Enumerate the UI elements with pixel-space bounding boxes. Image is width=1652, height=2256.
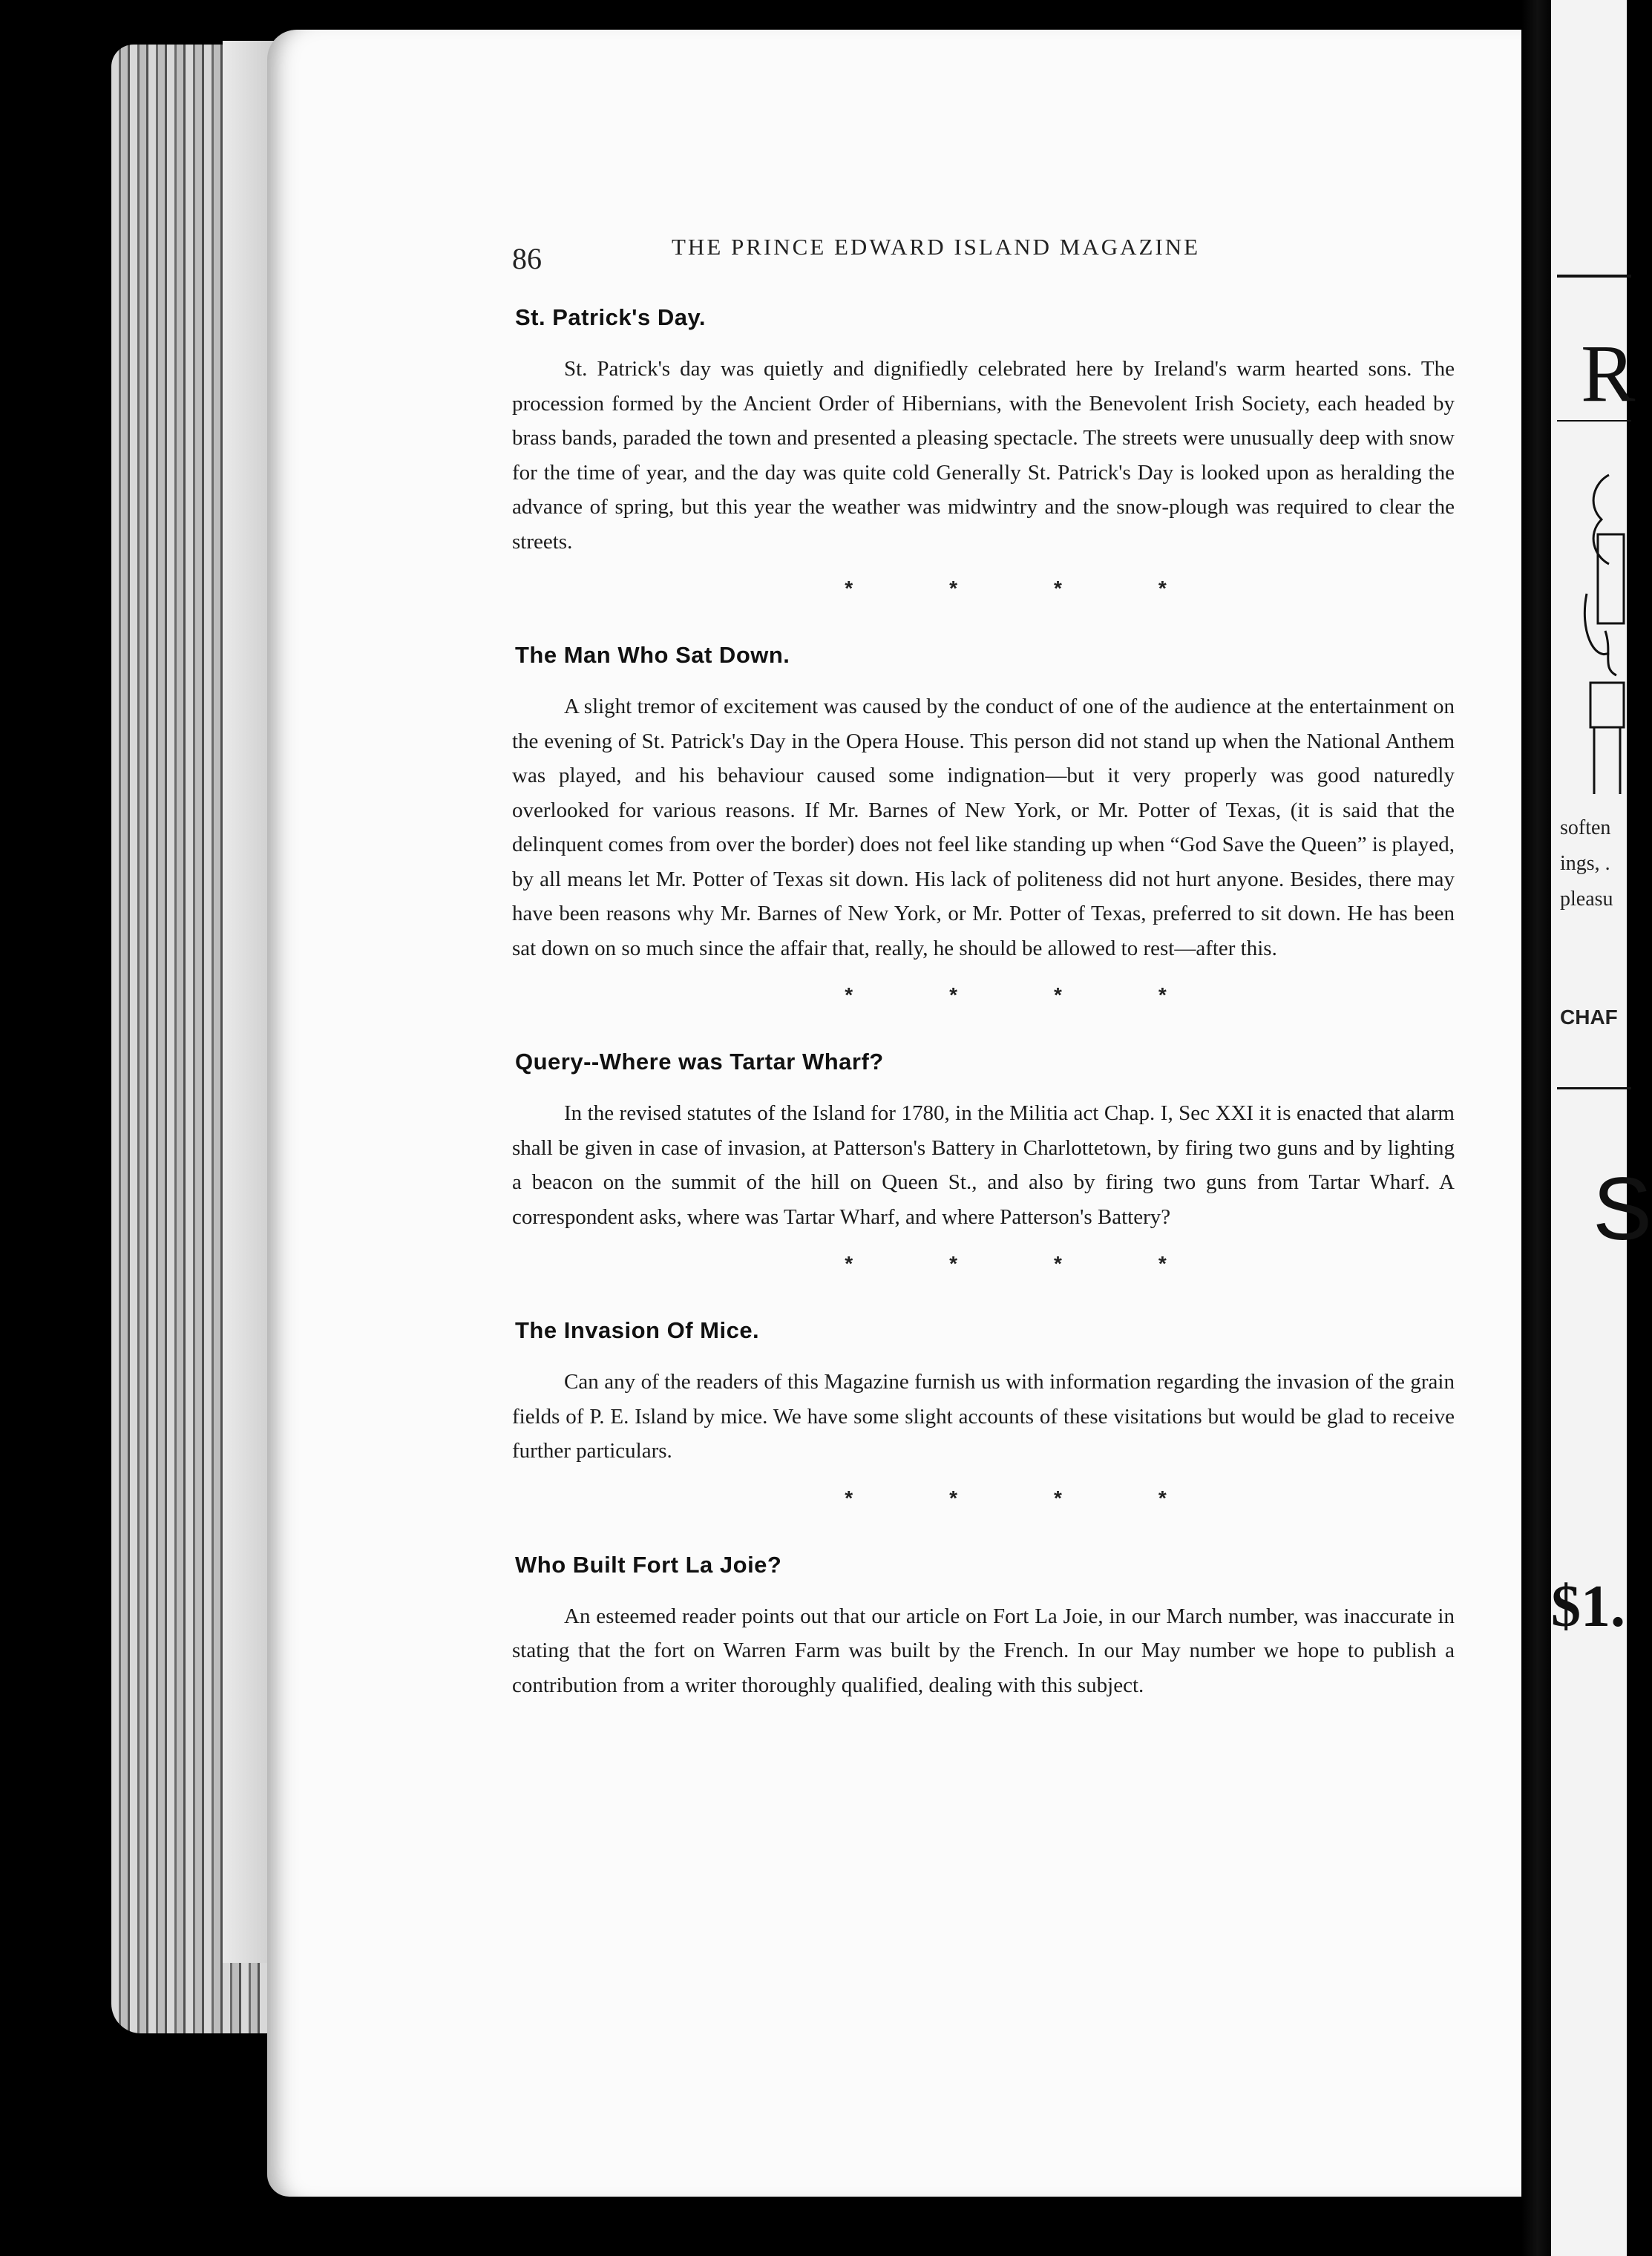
- section-separator: [512, 983, 1455, 1007]
- facing-caps-text: CHAF: [1560, 1006, 1618, 1029]
- section-heading: The Invasion Of Mice.: [515, 1317, 760, 1343]
- facing-page: [1551, 0, 1652, 2256]
- section-body: In the revised statutes of the Island for 1780, in the Militia act Chap. I, Sec XXI it is enacted that alarm shall be given in case of invasion, at Patterson's Battery in Charlottetown, by firing two guns and by lighting a beacon on the summit of the hill on Queen St., and also by firing two guns from Tartar Wharf. A correspondent asks, where was Tartar Wharf, and where Patterson's Battery?: [512, 1101, 1455, 1229]
- section-heading: St. Patrick's Day.: [515, 304, 707, 330]
- separator-star: *: [1158, 983, 1167, 1006]
- section-separator: [512, 1252, 1455, 1276]
- separator-star: *: [1158, 1486, 1167, 1509]
- book-gutter: [1521, 0, 1554, 2256]
- separator-star: *: [845, 1252, 853, 1275]
- section-heading: The Man Who Sat Down.: [515, 642, 790, 668]
- facing-price: $1.: [1551, 1574, 1625, 1639]
- section-st-patricks-day: [512, 304, 1455, 559]
- running-head: [512, 234, 1299, 278]
- section-separator: [512, 577, 1455, 600]
- facing-illustration: [1579, 460, 1627, 801]
- separator-star: *: [949, 577, 957, 600]
- facing-text-line: ings, .: [1560, 852, 1610, 875]
- separator-star: *: [1158, 1252, 1167, 1275]
- separator-star: *: [1054, 1252, 1062, 1275]
- facing-rule: [1557, 275, 1631, 278]
- section-body: St. Patrick's day was quietly and dignifiedly celebrated here by Ireland's warm hearted sons. The procession formed by the Ancient Order of Hibernians, with the Benevolent Irish Society, each headed by brass bands, paraded the town and presented a pleasing spectacle. The streets were unusually deep with snow for the time of year, and the day was quite cold Generally St. Patrick's Day is looked upon as heralding the advance of spring, but this year the weather was midwintry and the snow-plough was required to clear the streets.: [512, 357, 1455, 554]
- section-heading: Query--Where was Tartar Wharf?: [515, 1049, 884, 1075]
- magazine-title: THE PRINCE EDWARD ISLAND MAGAZINE: [672, 234, 1201, 260]
- facing-rule-thin: [1557, 420, 1631, 422]
- section-man-who-sat-down: [512, 642, 1455, 965]
- separator-star: *: [845, 983, 853, 1006]
- separator-star: *: [845, 1486, 853, 1509]
- facing-letter-s: S: [1593, 1159, 1652, 1259]
- section-tartar-wharf: [512, 1049, 1455, 1234]
- article-content: [512, 304, 1455, 1702]
- section-heading: Who Built Fort La Joie?: [515, 1551, 782, 1578]
- page-number: 86: [512, 242, 542, 275]
- separator-star: *: [949, 1252, 957, 1275]
- separator-star: *: [949, 1486, 957, 1509]
- separator-star: *: [1158, 577, 1167, 600]
- section-body: A slight tremor of excitement was caused by the conduct of one of the audience at the entertainment on the evening of St. Patrick's Day in the Opera House. This person did not stand up when the National Anthem was played, and his behaviour caused some indignation—but it very properly was good naturedly overlooked for various reasons. If Mr. Barnes of New York, or Mr. Potter of Texas, (it is said that the delinquent comes from over the border) does not feel like standing up when “God Save the Queen” is played, by all means let Mr. Potter of Texas sit down. His lack of politeness did not hurt anyone. Besides, there may have been reasons why Mr. Barnes of New York, or Mr. Potter of Texas, preferred to sit down. He has been sat down on so much since the affair that, really, he should be allowed to rest—after this.: [512, 695, 1455, 960]
- separator-star: *: [949, 983, 957, 1006]
- section-separator: [512, 1486, 1455, 1510]
- section-body: An esteemed reader points out that our article on Fort La Joie, in our March number, was inaccurate in stating that the fort on Warren Farm was built by the French. In our May number we hope to publish a contribution from a writer thoroughly qualified, dealing with this subject.: [512, 1604, 1455, 1697]
- separator-star: *: [1054, 577, 1062, 600]
- facing-rule: [1557, 1087, 1631, 1089]
- section-invasion-of-mice: [512, 1317, 1455, 1469]
- facing-text-line: soften: [1560, 816, 1611, 839]
- facing-letter-r: R: [1581, 328, 1636, 419]
- separator-star: *: [845, 577, 853, 600]
- section-body: Can any of the readers of this Magazine furnish us with information regarding the invasion of the grain fields of P. E. Island by mice. We have some slight accounts of these visitations but would be glad to receive further particulars.: [512, 1370, 1455, 1463]
- separator-star: *: [1054, 1486, 1062, 1509]
- facing-text-line: pleasu: [1560, 888, 1613, 911]
- section-fort-la-joie: [512, 1552, 1455, 1703]
- separator-star: *: [1054, 983, 1062, 1006]
